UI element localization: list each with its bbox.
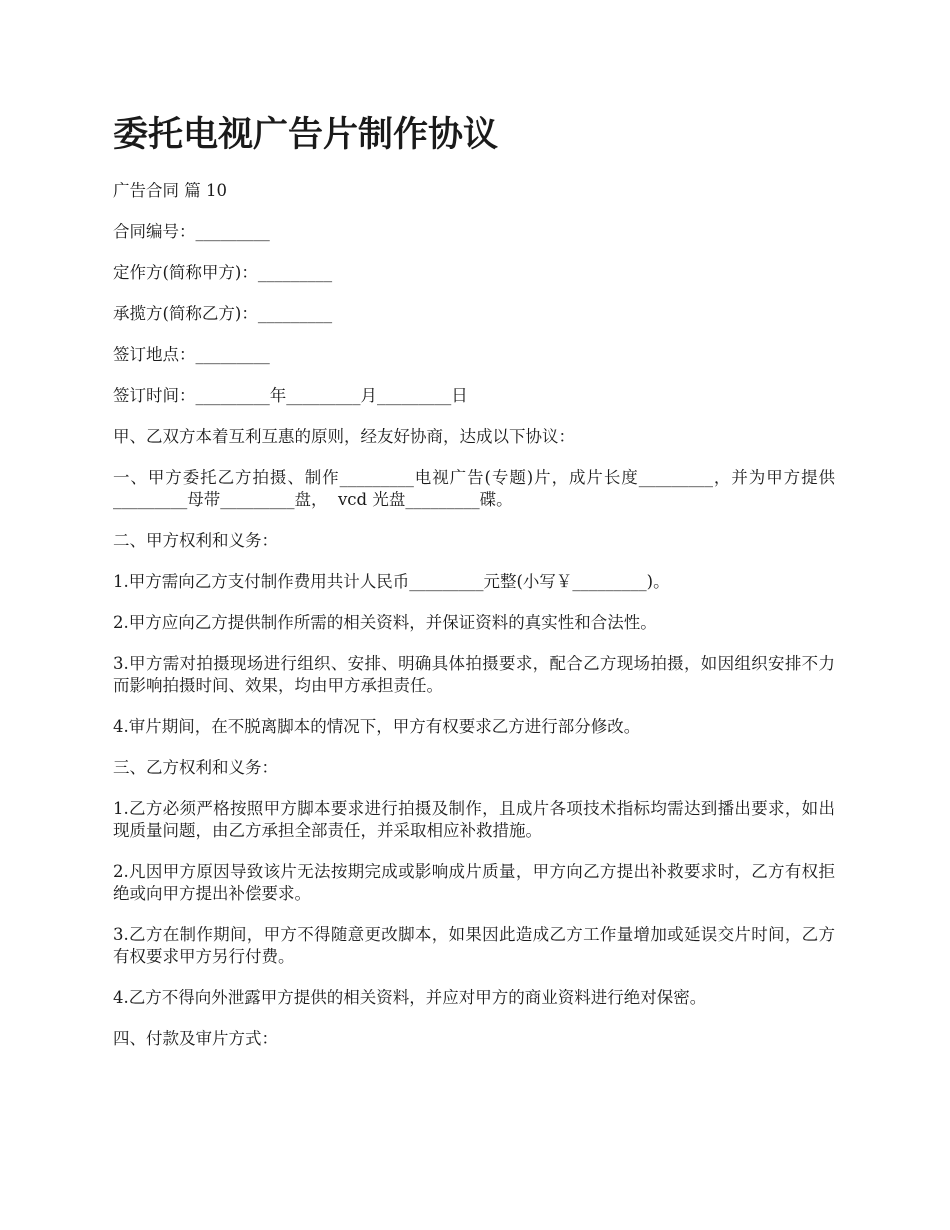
clause-1-paragraph: 一、甲方委托乙方拍摄、制作_________电视广告(专题)片，成片长度_________，并为甲方提供_________母带_________盘， vcd 光盘_________碟。 — [113, 468, 835, 509]
clause-3-1-paragraph: 1.乙方必须严格按照甲方脚本要求进行拍摄及制作，且成片各项技术指标均需达到播出要求，如出现质量问题，由乙方承担全部责任，并采取相应补救措施。 — [113, 799, 835, 840]
clause-2-3-paragraph: 3.甲方需对拍摄现场进行组织、安排、明确具体拍摄要求，配合乙方现场拍摄，如因组织安排不力而影响拍摄时间、效果，均由甲方承担责任。 — [113, 654, 835, 695]
document-title: 委托电视广告片制作协议 — [113, 115, 499, 155]
section-2-heading: 二、甲方权利和义务： — [113, 531, 278, 550]
party-b-line: 承揽方(简称乙方)：_________ — [113, 304, 333, 323]
preamble-paragraph: 甲、乙双方本着互利互惠的原则，经友好协商，达成以下协议： — [113, 427, 575, 446]
section-3-heading: 三、乙方权利和义务： — [113, 758, 278, 777]
signing-place-line: 签订地点：_________ — [113, 345, 270, 364]
clause-3-2-paragraph: 2.凡因甲方原因导致该片无法按期完成或影响成片质量，甲方向乙方提出补救要求时，乙方有权拒绝或向甲方提出补偿要求。 — [113, 862, 835, 903]
clause-2-4-paragraph: 4.审片期间，在不脱离脚本的情况下，甲方有权要求乙方进行部分修改。 — [113, 717, 641, 736]
section-4-heading: 四、付款及审片方式： — [113, 1029, 278, 1048]
clause-2-2-paragraph: 2.甲方应向乙方提供制作所需的相关资料，并保证资料的真实性和合法性。 — [113, 613, 657, 632]
clause-3-3-paragraph: 3.乙方在制作期间，甲方不得随意更改脚本，如果因此造成乙方工作量增加或延误交片时间，乙方有权要求甲方另行付费。 — [113, 925, 835, 966]
clause-2-1-paragraph: 1.甲方需向乙方支付制作费用共计人民币_________元整(小写￥_________)。 — [113, 572, 670, 591]
clause-3-4-paragraph: 4.乙方不得向外泄露甲方提供的相关资料，并应对甲方的商业资料进行绝对保密。 — [113, 988, 707, 1007]
document-page — [113, 112, 835, 1069]
party-a-line: 定作方(简称甲方)：_________ — [113, 263, 333, 282]
signing-date-line: 签订时间：_________年_________月_________日 — [113, 386, 468, 405]
contract-category: 广告合同 篇 10 — [113, 181, 227, 200]
contract-number-line: 合同编号：_________ — [113, 222, 270, 241]
